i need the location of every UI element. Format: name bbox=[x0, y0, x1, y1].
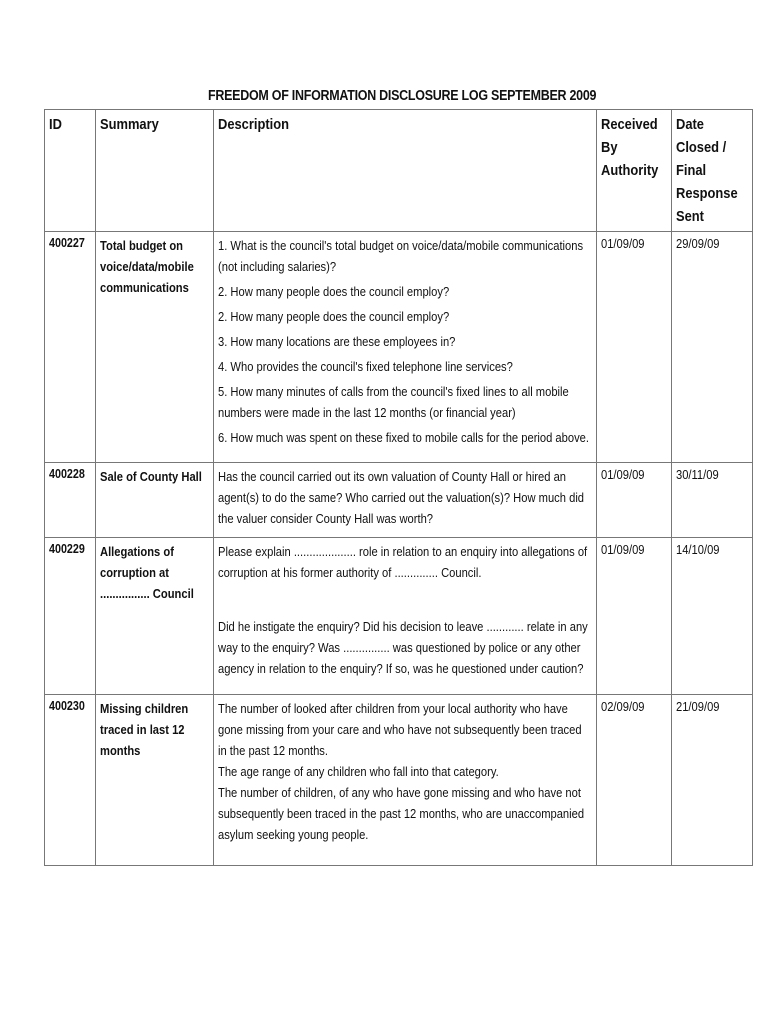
question: 1. What is the council's total budget on voice/data/mobile communications (not including salaries)? bbox=[217, 238, 583, 274]
row-summary: Total budget on voice/data/mobile communications bbox=[95, 232, 213, 463]
description-text: Has the council carried out its own valuation of County Hall or hired an agent(s) to do the same? Who carried out the valuation(s)? How much did the valuer consider County Hall was worth? bbox=[217, 469, 584, 526]
closed-date: 14/10/09 bbox=[672, 538, 753, 695]
header-id: ID bbox=[45, 110, 96, 232]
question: 6. How much was spent on these fixed to mobile calls for the period above. bbox=[217, 430, 589, 445]
header-summary: Summary bbox=[95, 110, 213, 232]
description-text: Please explain .................... role in relation to an enquiry into allegations of corruption at his former authority of .............. Council. bbox=[217, 544, 587, 580]
description-text: The age range of any children who fall into that category. bbox=[217, 764, 499, 779]
received-date: 01/09/09 bbox=[596, 232, 672, 463]
received-date: 01/09/09 bbox=[596, 538, 672, 695]
disclosure-log-table bbox=[44, 109, 753, 866]
header-closed: Date Closed / Final Response Sent bbox=[672, 110, 753, 232]
row-summary: Allegations of corruption at ................ Council bbox=[95, 538, 213, 695]
row-description bbox=[213, 538, 596, 695]
table-row bbox=[45, 232, 753, 463]
row-id: 400230 bbox=[45, 695, 96, 866]
row-id: 400227 bbox=[45, 232, 96, 463]
description-text: The number of children, of any who have gone missing and who have not subsequently been traced in the past 12 months, who are unaccompanied asylum seeking young people. bbox=[217, 785, 584, 842]
page-title: FREEDOM OF INFORMATION DISCLOSURE LOG SEPTEMBER 2009 bbox=[208, 88, 597, 104]
question: 5. How many minutes of calls from the council's fixed lines to all mobile numbers were made in the last 12 months (or financial year) bbox=[217, 384, 569, 420]
row-id: 400229 bbox=[45, 538, 96, 695]
received-date: 01/09/09 bbox=[596, 463, 672, 538]
description-text: Did he instigate the enquiry? Did his decision to leave ............ relate in any way to the enquiry? Was ............... was questioned by police or any other agency in relation to the enquiry? If so, was he questioned under caution? bbox=[217, 619, 588, 676]
row-id: 400228 bbox=[45, 463, 96, 538]
table-row bbox=[45, 538, 753, 695]
row-description bbox=[213, 463, 596, 538]
closed-date: 29/09/09 bbox=[672, 232, 753, 463]
closed-date: 30/11/09 bbox=[672, 463, 753, 538]
question: 3. How many locations are these employees in? bbox=[217, 334, 456, 349]
question: 2. How many people does the council employ? bbox=[217, 309, 449, 324]
table-row bbox=[45, 463, 753, 538]
header-received: Received By Authority bbox=[596, 110, 672, 232]
closed-date: 21/09/09 bbox=[672, 695, 753, 866]
row-description bbox=[213, 232, 596, 463]
header-row bbox=[45, 110, 753, 232]
row-summary: Sale of County Hall bbox=[95, 463, 213, 538]
description-text: The number of looked after children from your local authority who have gone missing from your care and who have not subsequently been traced in the past 12 months. bbox=[217, 701, 582, 758]
row-summary: Missing children traced in last 12 months bbox=[95, 695, 213, 866]
question: 4. Who provides the council's fixed telephone line services? bbox=[217, 359, 513, 374]
table-row bbox=[45, 695, 753, 866]
header-description: Description bbox=[213, 110, 596, 232]
row-description bbox=[213, 695, 596, 866]
question: 2. How many people does the council employ? bbox=[217, 284, 449, 299]
received-date: 02/09/09 bbox=[596, 695, 672, 866]
